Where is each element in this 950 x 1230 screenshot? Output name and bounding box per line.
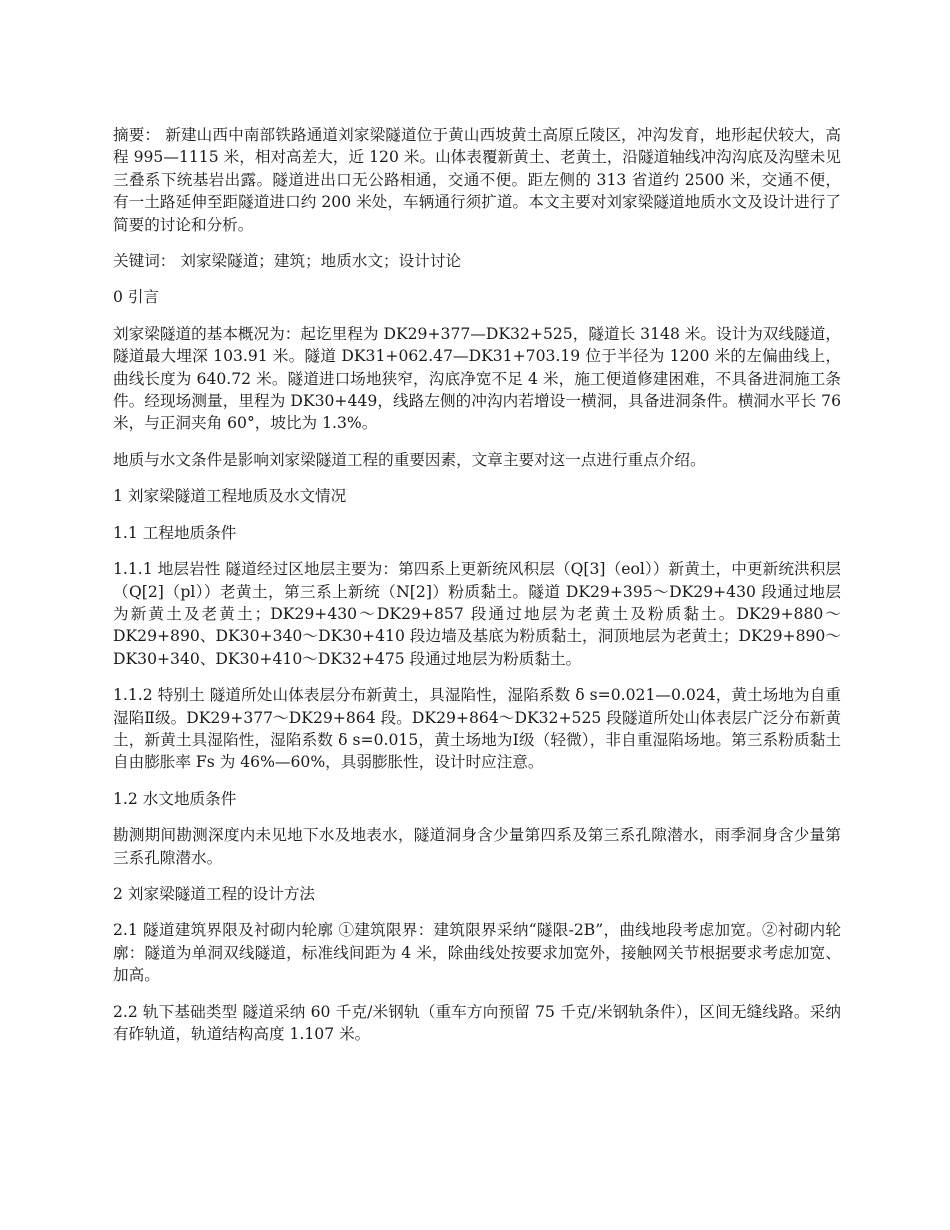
intro-heading: 0 引言	[113, 288, 160, 307]
section-2-2-paragraph: 2.2 轨下基础类型 隧道采纳 60 千克/米钢轨（重车方向预留 75 千克/米钢轨条件），区间无缝线路。采纳有砟轨道，轨道结构高度 1.107 米。	[113, 1002, 841, 1043]
section-1-1-2-paragraph: 1.1.2 特别土 隧道所处山体表层分布新黄土，具湿陷性，湿陷系数 δ s=0.021—0.024，黄土场地为自重湿陷Ⅱ级。DK29+377～DK29+864 段。DK29+864～DK32+525 段隧道所处山体表层广泛分布新黄土，新黄土具湿陷性，湿陷系数 δ s=0.015，黄土场地为Ⅰ级（轻微），非自重湿陷场地。第三系粉质黏土自由膨胀率 Fs 为 46%—60%，具弱膨胀性，设计时应注意。	[113, 686, 841, 772]
section-1-1-heading: 1.1 工程地质条件	[113, 523, 237, 542]
document-body	[113, 124, 841, 1059]
section-1-2-heading: 1.2 水文地质条件	[113, 789, 237, 808]
section-1-1-1-paragraph: 1.1.1 地层岩性 隧道经过区地层主要为：第四系上更新统风积层（Q[3]（eol））新黄土，中更新统洪积层（Q[2]（pl））老黄土，第三系上新统（N[2]）粉质黏土。隧道 DK29+395～DK29+430 段通过地层为新黄土及老黄土；DK29+430～DK29+857 段通过地层为老黄土及粉质黏土。DK29+880～DK29+890、DK30+340～DK30+410 段边墙及基底为粉质黏土，洞顶地层为老黄土；DK29+890～DK30+340、DK30+410～DK32+475 段通过地层为粉质黏土。	[113, 560, 841, 668]
section-2-heading: 2 刘家梁隧道工程的设计方法	[113, 884, 316, 903]
intro-paragraph-1: 刘家梁隧道的基本概况为：起讫里程为 DK29+377—DK32+525，隧道长 3148 米。设计为双线隧道，隧道最大埋深 103.91 米。隧道 DK31+062.47—DK31+703.19 位于半径为 1200 米的左偏曲线上，曲线长度为 640.72 米。隧道进口场地狭窄，沟底净宽不足 4 米，施工便道修建困难，不具备进洞施工条件。经现场测量，里程为 DK30+449，线路左侧的冲沟内若增设一横洞，具备进洞条件。横洞水平长 76 米，与正洞夹角 60°，坡比为 1.3%。	[113, 324, 841, 433]
section-1-heading: 1 刘家梁隧道工程地质及水文情况	[113, 487, 347, 506]
keywords-paragraph: 关键词： 刘家梁隧道；建筑；地质水文；设计讨论	[113, 252, 462, 271]
abstract-paragraph: 摘要： 新建山西中南部铁路通道刘家梁隧道位于黄山西坡黄土高原丘陵区，冲沟发育，地形起伏较大，高程 995—1115 米，相对高差大，近 120 米。山体表覆新黄土、老黄土，沿隧道轴线冲沟沟底及沟壁未见三叠系下统基岩出露。隧道进出口无公路相通，交通不便。距左侧的 313 省道约 2500 米，交通不便，有一土路延伸至距隧道进口约 200 米处，车辆通行须扩道。本文主要对刘家梁隧道地质水文及设计进行了简要的讨论和分析。	[113, 126, 841, 234]
section-2-1-paragraph: 2.1 隧道建筑界限及衬砌内轮廓 ①建筑限界：建筑限界采纳“隧限-2B”，曲线地段考虑加宽。②衬砌内轮廓：隧道为单洞双线隧道，标准线间距为 4 米，除曲线处按要求加宽外，接触网关节根据要求考虑加宽、加高。	[113, 921, 841, 985]
intro-paragraph-2: 地质与水文条件是影响刘家梁隧道工程的重要因素，文章主要对这一点进行重点介绍。	[113, 450, 706, 469]
section-1-2-paragraph: 勘测期间勘测深度内未见地下水及地表水，隧道洞身含少量第四系及第三系孔隙潜水，雨季洞身含少量第三系孔隙潜水。	[113, 826, 841, 867]
